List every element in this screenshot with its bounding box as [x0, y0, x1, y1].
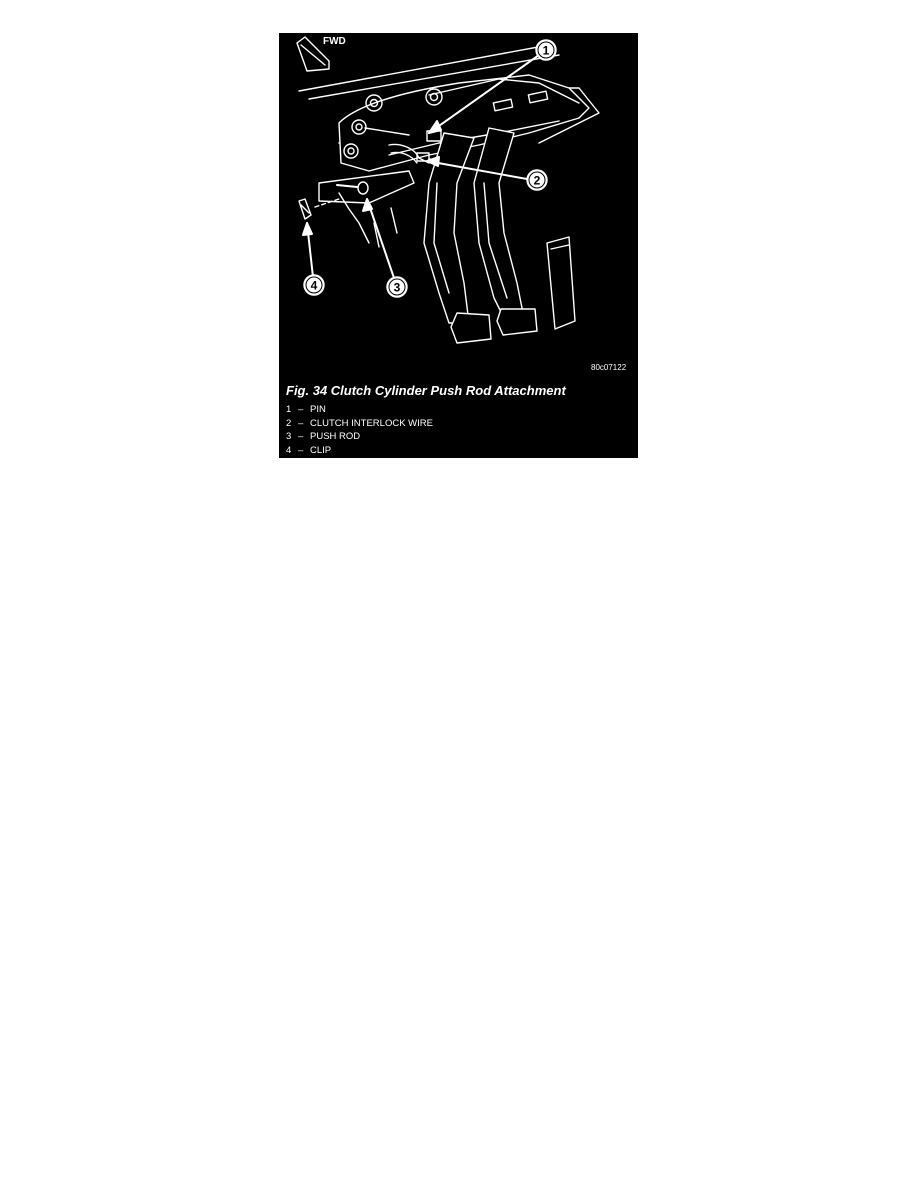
callout-2: [527, 170, 547, 190]
callout-4: [304, 275, 324, 295]
legend-label: PUSH ROD: [310, 431, 361, 442]
callout-1: [536, 40, 556, 60]
legend-list: [286, 403, 433, 457]
legend-number: 1: [286, 404, 292, 415]
fwd-label: FWD: [323, 36, 346, 47]
svg-text:3: 3: [393, 280, 401, 295]
legend-label: PIN: [310, 404, 326, 415]
legend-item: [286, 444, 433, 458]
svg-text:4: 4: [310, 278, 318, 293]
legend-number: 4: [286, 444, 292, 456]
figure-clutch-pushrod: [279, 33, 638, 458]
image-code: 80c07122: [591, 363, 627, 372]
legend-label: CLUTCH INTERLOCK WIRE: [310, 417, 433, 429]
legend-dash: –: [298, 444, 304, 456]
svg-text:1: 1: [542, 43, 550, 58]
legend-dash: –: [298, 404, 304, 415]
legend-label: CLIP: [310, 444, 332, 456]
svg-text:2: 2: [533, 173, 541, 188]
legend-item: [286, 403, 433, 417]
legend-dash: –: [298, 417, 304, 429]
pedal-assembly-illustration: [279, 33, 638, 378]
pedals: [424, 128, 575, 343]
pushrod-and-clip: [299, 171, 414, 247]
callout-3: [387, 277, 407, 297]
legend-number: 3: [286, 431, 292, 442]
legend-number: 2: [286, 417, 292, 429]
legend-item: [286, 417, 433, 431]
legend-item: [286, 430, 433, 444]
legend-dash: –: [298, 431, 304, 442]
figure-caption: Fig. 34 Clutch Cylinder Push Rod Attachment: [286, 383, 566, 398]
